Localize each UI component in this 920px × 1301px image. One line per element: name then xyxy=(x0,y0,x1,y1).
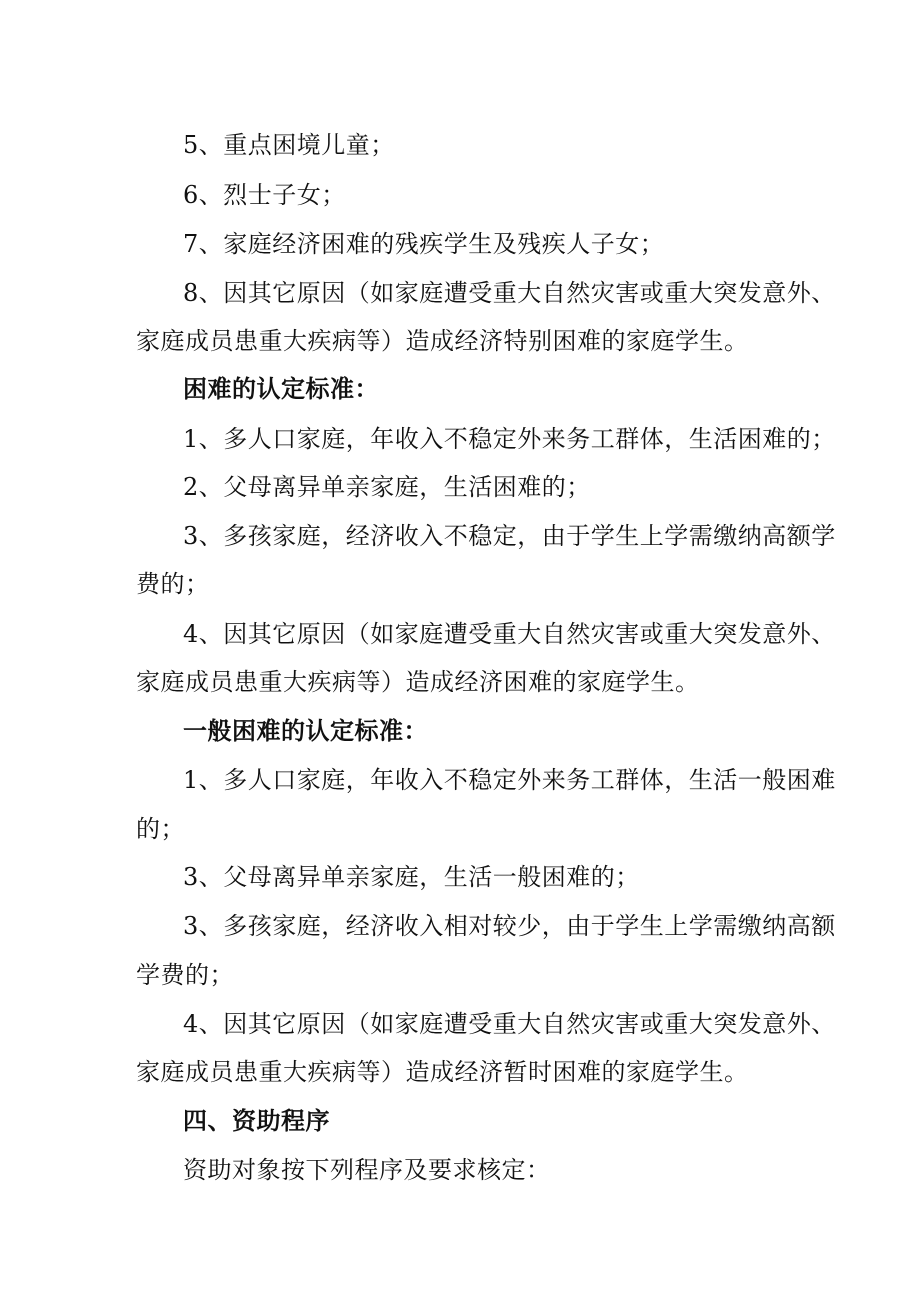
general-criteria-item-1: 1、多人口家庭，年收入不稳定外来务工群体，生活一般困难 xyxy=(183,766,836,794)
criteria-item-4: 4、因其它原因（如家庭遭受重大自然灾害或重大突发意外、 xyxy=(183,620,836,648)
section-heading-general-difficulty-criteria: 一般困难的认定标准： xyxy=(183,716,428,745)
list-item-8-continuation: 家庭成员患重大疾病等）造成经济特别困难的家庭学生。 xyxy=(136,327,749,355)
general-criteria-item-4: 4、因其它原因（如家庭遭受重大自然灾害或重大突发意外、 xyxy=(183,1010,836,1038)
criteria-item-3-continuation: 费的； xyxy=(136,570,210,598)
list-item-7-disabled-students: 7、家庭经济困难的残疾学生及残疾人子女； xyxy=(183,230,665,258)
general-criteria-item-3: 3、多孩家庭，经济收入相对较少，由于学生上学需缴纳高额 xyxy=(183,912,836,940)
section-heading-difficulty-criteria: 困难的认定标准： xyxy=(183,374,379,403)
general-criteria-item-1-continuation: 的； xyxy=(136,815,185,843)
section-heading-aid-procedure: 四、资助程序 xyxy=(183,1106,330,1135)
procedure-intro: 资助对象按下列程序及要求核定： xyxy=(183,1156,551,1184)
criteria-item-1: 1、多人口家庭，年收入不稳定外来务工群体，生活困难的； xyxy=(183,425,836,453)
list-item-6-martyr-children: 6、烈士子女； xyxy=(183,181,346,209)
general-criteria-item-4-continuation: 家庭成员患重大疾病等）造成经济暂时困难的家庭学生。 xyxy=(136,1058,749,1086)
list-item-8-other-reasons: 8、因其它原因（如家庭遭受重大自然灾害或重大突发意外、 xyxy=(183,279,836,307)
list-item-5-heavy-hardship-children: 5、重点困境儿童； xyxy=(183,131,395,159)
general-criteria-item-2: 3、父母离异单亲家庭，生活一般困难的； xyxy=(183,863,640,891)
criteria-item-4-continuation: 家庭成员患重大疾病等）造成经济困难的家庭学生。 xyxy=(136,668,700,696)
criteria-item-3: 3、多孩家庭，经济收入不稳定，由于学生上学需缴纳高额学 xyxy=(183,522,836,550)
general-criteria-item-3-continuation: 学费的； xyxy=(136,961,234,989)
criteria-item-2: 2、父母离异单亲家庭，生活困难的； xyxy=(183,473,591,501)
